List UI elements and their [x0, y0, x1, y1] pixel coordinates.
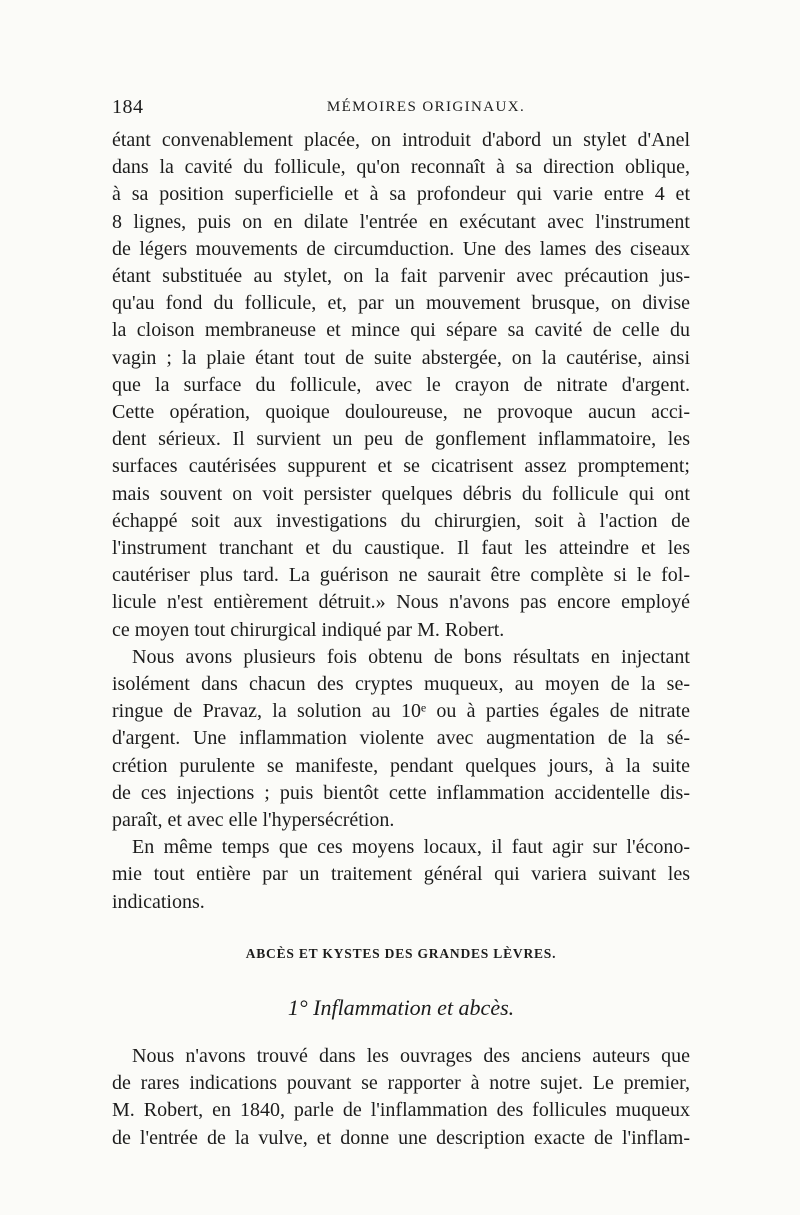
text-line: isolément dans chacun des cryptes muqueux, au moyen de la se- — [112, 673, 690, 696]
page-number: 184 — [112, 96, 144, 118]
running-title: MÉMOIRES ORIGINAUX. — [326, 99, 526, 115]
subsection-heading: 1° Inflammation et abcès. — [287, 995, 515, 1020]
running-head — [112, 96, 690, 126]
text-line: dent sérieux. Il survient un peu de gonflement inflammatoire, les — [112, 428, 690, 451]
text-line: échappé soit aux investigations du chirurgien, soit à l'action de — [112, 509, 690, 532]
text-line: dans la cavité du follicule, qu'on reconnaît à sa direction oblique, — [112, 156, 690, 179]
text-line: étant substituée au stylet, on la fait parvenir avec précaution jus- — [112, 265, 690, 288]
paragraph-4 — [112, 1043, 690, 1152]
text-line: ce moyen tout chirurgical indiqué par M. Robert. — [112, 618, 505, 641]
text-line: vagin ; la plaie étant tout de suite abstergée, on la cautérise, ainsi — [112, 346, 690, 369]
text-line: Cette opération, quoique douloureuse, ne provoque aucun acci- — [112, 401, 690, 424]
text-line: étant convenablement placée, on introduit d'abord un stylet d'Anel — [112, 129, 690, 151]
paragraph-2 — [112, 644, 690, 834]
text-line: En même temps que ces moyens locaux, il faut agir sur l'écono- — [132, 836, 690, 859]
text-line: paraît, et avec elle l'hypersécrétion. — [112, 809, 395, 832]
text-line: crétion purulente se manifeste, pendant quelques jours, à la suite — [112, 754, 690, 777]
text-line: licule n'est entièrement détruit.» Nous n'avons pas encore employé — [112, 591, 690, 614]
text-line: de rares indications pouvant se rapporter à notre sujet. Le premier, — [112, 1072, 690, 1095]
text-line: mais souvent on voit persister quelques débris du follicule qui ont — [112, 482, 690, 505]
section-heading: ABCÈS ET KYSTES DES GRANDES LÈVRES. — [245, 946, 557, 961]
text-line: d'argent. Une inflammation violente avec augmentation de la sé- — [112, 727, 690, 750]
text-line: de ces injections ; puis bientôt cette inflammation accidentelle dis- — [112, 781, 690, 804]
text-line: surfaces cautérisées suppurent et se cicatrisent assez promptement; — [112, 455, 690, 478]
text-line: mie tout entière par un traitement général qui variera suivant les — [112, 863, 690, 886]
body-text — [112, 127, 690, 916]
text-line: 8 lignes, puis on en dilate l'entrée en exécutant avec l'instrument — [112, 210, 690, 233]
text-line: l'instrument tranchant et du caustique. Il faut les atteindre et les — [112, 537, 690, 560]
text-line: à sa position superficielle et à sa profondeur qui varie entre 4 et — [112, 183, 690, 206]
text-line: la cloison membraneuse et mince qui sépare sa cavité de celle du — [112, 319, 690, 342]
text-line: de légers mouvements de circumduction. Une des lames des ciseaux — [112, 237, 690, 260]
text-line: Nous avons plusieurs fois obtenu de bons résultats en injectant — [132, 645, 690, 668]
text-line: M. Robert, en 1840, parle de l'inflammation des follicules muqueux — [112, 1099, 690, 1122]
paragraph-3 — [112, 834, 690, 916]
paragraph-1 — [112, 127, 690, 644]
text-line: cautériser plus tard. La guérison ne saurait être complète si le fol- — [112, 564, 690, 587]
text-line: Nous n'avons trouvé dans les ouvrages des anciens auteurs que — [132, 1045, 690, 1067]
text-line: qu'au fond du follicule, et, par un mouvement brusque, on divise — [112, 292, 690, 315]
text-line: de l'entrée de la vulve, et donne une description exacte de l'inflam- — [112, 1126, 690, 1149]
text-line: indications. — [112, 890, 205, 913]
text-line: ringue de Pravaz, la solution au 10ᵉ ou à parties égales de nitrate — [112, 700, 690, 723]
text-line: que la surface du follicule, avec le crayon de nitrate d'argent. — [112, 373, 690, 396]
